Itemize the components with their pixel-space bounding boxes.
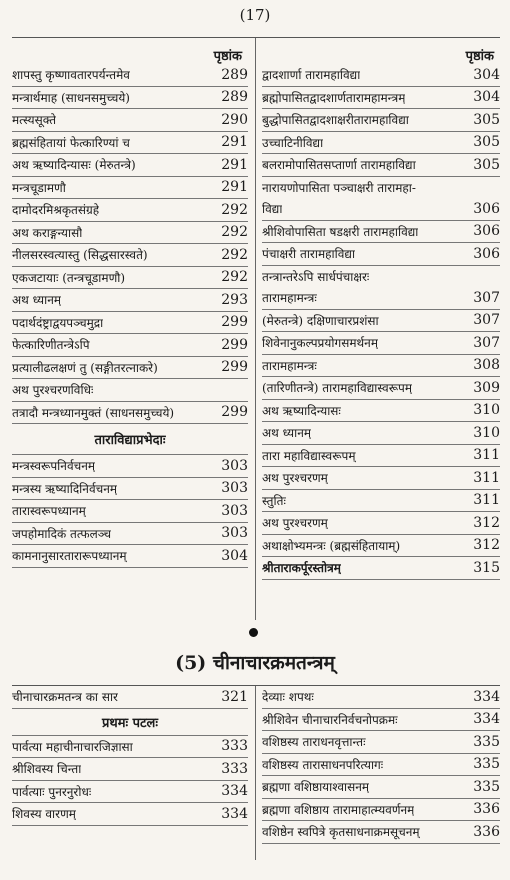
toc-entry-title: (मेरुतन्त्रे) दक्षिणाचारप्रशंसा bbox=[262, 313, 379, 328]
toc-entry-page: 312 bbox=[473, 537, 500, 554]
page-column-header: पृष्ठांक bbox=[213, 49, 242, 64]
toc-entry-title: अथ ऋष्यादिन्यासः bbox=[262, 403, 341, 418]
toc-entry bbox=[262, 686, 500, 709]
toc-entry-page: 307 bbox=[473, 312, 500, 329]
toc-entry-title: एकजटायाः (तन्त्रचूडामणौ) bbox=[12, 270, 126, 285]
toc-entry-title: शिवस्य वारणम् bbox=[12, 807, 76, 822]
toc-entry-page: 311 bbox=[473, 447, 500, 464]
toc-entry bbox=[12, 64, 248, 87]
toc-entry-page: 304 bbox=[221, 547, 248, 564]
toc-entry-title: ब्रह्मोपासितद्वादशार्णतारामहामन्त्रम् bbox=[262, 90, 406, 105]
toc-entry bbox=[262, 377, 500, 400]
toc-entry-title: (तारिणीतन्त्रे) तारामहाविद्यास्वरूपम् bbox=[262, 381, 413, 396]
toc-entry-page: 321 bbox=[221, 688, 248, 705]
toc-entry bbox=[262, 154, 500, 177]
toc-entry bbox=[12, 455, 248, 478]
toc-entry-page: 303 bbox=[221, 457, 248, 474]
left-section-list bbox=[12, 455, 248, 568]
toc-entry-title: अथ पुरश्चरणम् bbox=[262, 471, 328, 486]
toc-entry bbox=[262, 709, 500, 732]
toc-entry-page: 291 bbox=[221, 156, 248, 173]
toc-entry bbox=[12, 781, 248, 804]
toc-entry bbox=[12, 545, 248, 568]
toc-entry-title: अथ पुरश्चरणम् bbox=[262, 516, 328, 531]
toc-entry bbox=[12, 312, 248, 335]
toc-entry bbox=[262, 355, 500, 378]
toc-entry bbox=[12, 379, 248, 402]
toc-entry-page: 336 bbox=[473, 823, 500, 840]
toc-entry-page: 292 bbox=[221, 201, 248, 218]
toc-entry-page: 306 bbox=[473, 200, 500, 217]
toc-entry-page: 310 bbox=[473, 424, 500, 441]
left-bottom-list-2 bbox=[12, 736, 248, 826]
right-bottom-column bbox=[262, 686, 500, 860]
toc-entry-page: 303 bbox=[221, 525, 248, 542]
toc-entry bbox=[262, 109, 500, 132]
left-bottom-column bbox=[12, 686, 248, 860]
toc-entry-title: विद्या bbox=[262, 202, 283, 217]
toc-entry-title: प्रत्यालीढलक्षणं तु (सङ्गीतरत्नाकरे) bbox=[12, 360, 158, 375]
toc-entry-page: 292 bbox=[221, 224, 248, 241]
toc-entry bbox=[12, 267, 248, 290]
toc-entry-title: अथाक्षोभ्यमन्त्रः (ब्रह्मसंहितायाम्) bbox=[262, 538, 401, 553]
toc-entry bbox=[262, 310, 500, 333]
toc-entry-page: 308 bbox=[473, 357, 500, 374]
toc-entry-page: 310 bbox=[473, 402, 500, 419]
toc-entry-title: तारास्वरूपध्यानम् bbox=[12, 504, 86, 519]
subsection-heading: प्रथमः पटलः bbox=[12, 709, 248, 736]
toc-entry-page: 303 bbox=[221, 502, 248, 519]
toc-entry bbox=[12, 736, 248, 759]
toc-entry-page: 333 bbox=[221, 738, 248, 755]
toc-entry bbox=[12, 478, 248, 501]
toc-entry-title: ब्रह्मणा वशिष्ठाय तारामाहात्म्यवर्णनम् bbox=[262, 802, 415, 817]
toc-entry-title: देव्याः शपथः bbox=[262, 690, 314, 705]
toc-entry bbox=[262, 64, 500, 87]
toc-entry bbox=[262, 467, 500, 490]
toc-entry-page: 299 bbox=[221, 404, 248, 421]
toc-entry bbox=[12, 758, 248, 781]
toc-entry bbox=[12, 523, 248, 546]
toc-entry-title: श्रीशिवोपासिता षडक्षरी तारामहाविद्या bbox=[262, 224, 419, 239]
toc-entry-title: पदार्थदंष्ट्राद्वयपञ्चमुद्रा bbox=[12, 315, 104, 330]
page-column-header: पृष्ठांक bbox=[465, 49, 494, 64]
toc-entry-title: शापस्तु कृष्णावतारपर्यन्तमेव bbox=[12, 68, 130, 83]
toc-entry-title: मत्स्यसूक्ते bbox=[12, 113, 57, 128]
toc-entry-title: श्रीताराकर्पूरस्तोत्रम् bbox=[262, 561, 341, 576]
toc-entry-page: 303 bbox=[221, 480, 248, 497]
toc-entry-page: 335 bbox=[473, 733, 500, 750]
toc-entry bbox=[262, 221, 500, 244]
toc-entry-page: 289 bbox=[221, 89, 248, 106]
toc-entry bbox=[12, 132, 248, 155]
page-number: (17) bbox=[239, 6, 271, 24]
toc-entry-page: 334 bbox=[473, 688, 500, 705]
toc-entry bbox=[262, 821, 500, 844]
toc-entry-page: 307 bbox=[473, 334, 500, 351]
toc-entry-title: दामोदरमिश्रकृतसंग्रहे bbox=[12, 203, 100, 218]
toc-entry-title: जपहोमादिकं तत्फलञ्च bbox=[12, 526, 112, 541]
toc-entry bbox=[12, 334, 248, 357]
toc-entry-page: 334 bbox=[221, 805, 248, 822]
right-bottom-list bbox=[262, 686, 500, 844]
toc-entry-title: नीलसरस्वत्यास्तु (सिद्धसारस्वते) bbox=[12, 248, 148, 263]
toc-entry bbox=[12, 357, 248, 380]
toc-entry-page: 334 bbox=[473, 711, 500, 728]
toc-entry-page: 292 bbox=[221, 269, 248, 286]
toc-entry bbox=[12, 154, 248, 177]
toc-entry bbox=[12, 177, 248, 200]
toc-entry-page: 305 bbox=[473, 134, 500, 151]
toc-entry-title: नारायणोपासिता पञ्चाक्षरी तारामहा- bbox=[262, 180, 416, 195]
toc-entry-page: 305 bbox=[473, 111, 500, 128]
toc-entry bbox=[262, 422, 500, 445]
toc-entry-page: 306 bbox=[473, 245, 500, 262]
toc-entry-title: फेत्कारिणीतन्त्रेऽपि bbox=[12, 338, 90, 353]
toc-entry bbox=[262, 400, 500, 423]
toc-entry-title: पार्वत्याः पुनरनुरोधः bbox=[12, 784, 92, 799]
toc-entry-title: बुद्धोपासितद्वादशाक्षरीतारामहाविद्या bbox=[262, 113, 409, 128]
toc-entry-title: श्रीशिवस्य चिन्ता bbox=[12, 762, 82, 777]
toc-entry-title: तन्त्रान्तरेऽपि सार्धपंचाक्षरः bbox=[262, 269, 370, 284]
toc-entry bbox=[12, 500, 248, 523]
toc-entry-page: 309 bbox=[473, 379, 500, 396]
toc-entry bbox=[262, 266, 500, 288]
toc-entry-title: मन्त्रचूडामणौ bbox=[12, 180, 66, 195]
toc-entry-title: मन्त्रस्वरूपनिर्वचनम् bbox=[12, 459, 96, 474]
bullet-ornament bbox=[249, 628, 258, 637]
toc-entry-page: 334 bbox=[221, 783, 248, 800]
toc-entry-page: 306 bbox=[473, 223, 500, 240]
toc-entry-page: 335 bbox=[473, 756, 500, 773]
toc-entry-page: 305 bbox=[473, 156, 500, 173]
toc-entry-title: मन्त्रस्य ऋष्यादिनिर्वचनम् bbox=[12, 481, 118, 496]
toc-entry-title: वशिष्ठेन स्वपित्रे कृतसाधनाक्रमसूचनम् bbox=[262, 825, 420, 840]
left-top-column bbox=[12, 38, 248, 614]
toc-entry bbox=[262, 132, 500, 155]
toc-entry bbox=[12, 199, 248, 222]
toc-entry-title: वशिष्ठस्य तारासाधनपरित्यागः bbox=[262, 757, 384, 772]
toc-entry-page: 291 bbox=[221, 134, 248, 151]
toc-entry bbox=[262, 198, 500, 221]
right-top-list bbox=[262, 64, 500, 580]
toc-entry-title: तारा महाविद्यास्वरूपम् bbox=[262, 448, 356, 463]
toc-entry bbox=[12, 222, 248, 245]
toc-entry-title: अथ कराङ्गन्यासौ bbox=[12, 225, 83, 240]
toc-entry-page: 292 bbox=[221, 246, 248, 263]
toc-entry bbox=[262, 731, 500, 754]
toc-entry-page: 333 bbox=[221, 760, 248, 777]
toc-entry-page: 312 bbox=[473, 514, 500, 531]
toc-entry-page: 311 bbox=[473, 469, 500, 486]
toc-entry bbox=[262, 512, 500, 535]
toc-entry bbox=[262, 776, 500, 799]
toc-entry bbox=[262, 490, 500, 513]
chapter-title: (5) चीनाचारक्रमतन्त्रम् bbox=[175, 652, 335, 674]
toc-entry bbox=[12, 289, 248, 312]
toc-entry bbox=[262, 445, 500, 468]
toc-entry-title: तारामहामन्त्रः bbox=[262, 358, 317, 373]
toc-entry-page: 315 bbox=[473, 559, 500, 576]
toc-entry-title: उच्चाटिनीविद्या bbox=[262, 135, 324, 150]
column-divider bbox=[255, 38, 256, 620]
toc-entry bbox=[262, 87, 500, 110]
toc-entry-title: तत्रादौ मन्त्रध्यानमुक्तं (साधनसमुच्चये) bbox=[12, 405, 175, 420]
toc-entry-title: पंचाक्षरी तारामहाविद्या bbox=[262, 247, 356, 262]
toc-entry-title: चीनाचारक्रमतन्त्र का सार bbox=[12, 690, 118, 705]
toc-entry-title: तारामहामन्त्रः bbox=[262, 291, 317, 306]
left-top-list bbox=[12, 64, 248, 424]
toc-entry-title: पार्वत्या महाचीनाचारजिज्ञासा bbox=[12, 739, 133, 754]
left-bottom-list bbox=[12, 686, 248, 709]
toc-entry bbox=[262, 287, 500, 310]
toc-entry-title: अथ ध्यानम् bbox=[12, 293, 62, 308]
toc-entry-title: ब्रह्मसंहितायां फेत्कारिण्यां च bbox=[12, 135, 130, 150]
toc-entry-page: 311 bbox=[473, 492, 500, 509]
toc-entry-title: स्तुतिः bbox=[262, 493, 286, 508]
toc-entry bbox=[262, 535, 500, 558]
toc-entry-page: 289 bbox=[221, 66, 248, 83]
toc-entry-page: 293 bbox=[221, 291, 248, 308]
toc-entry-page: 291 bbox=[221, 179, 248, 196]
toc-entry-title: शिवेनानुकल्पप्रयोगसमर्थनम् bbox=[262, 336, 378, 351]
toc-entry-page: 299 bbox=[221, 336, 248, 353]
section-heading: ताराविद्याप्रभेदाः bbox=[12, 424, 248, 455]
toc-entry-title: मन्त्रार्थमाह (साधनसमुच्चये) bbox=[12, 90, 130, 105]
toc-entry-title: ब्रह्मणा वशिष्ठायाश्वासनम् bbox=[262, 780, 370, 795]
toc-entry-title: अथ ऋष्यादिन्यासः (मेरुतन्त्रे) bbox=[12, 158, 136, 173]
toc-entry-page: 290 bbox=[221, 111, 248, 128]
toc-entry-title: वशिष्ठस्य ताराधनवृत्तान्तः bbox=[262, 735, 366, 750]
toc-entry-title: बलरामोपासितसप्तार्णा तारामहाविद्या bbox=[262, 158, 416, 173]
toc-entry bbox=[12, 402, 248, 425]
toc-entry bbox=[12, 686, 248, 709]
toc-entry bbox=[262, 177, 500, 199]
toc-entry bbox=[12, 109, 248, 132]
toc-entry-title: श्रीशिवेन चीनाचारनिर्वचनोपक्रमः bbox=[262, 712, 398, 727]
toc-entry bbox=[262, 557, 500, 580]
toc-entry bbox=[262, 754, 500, 777]
toc-entry bbox=[12, 87, 248, 110]
toc-entry-page: 336 bbox=[473, 801, 500, 818]
toc-entry bbox=[262, 799, 500, 822]
toc-entry bbox=[262, 332, 500, 355]
toc-entry-title: द्वादशार्णा तारामहाविद्या bbox=[262, 68, 361, 83]
toc-entry-title: कामनानुसारतारारूपध्यानम् bbox=[12, 549, 127, 564]
toc-entry-title: अथ पुरश्चरणविधिः bbox=[12, 383, 94, 398]
column-divider bbox=[255, 686, 256, 860]
toc-entry-page: 299 bbox=[221, 314, 248, 331]
toc-entry bbox=[12, 244, 248, 267]
right-top-column bbox=[262, 38, 500, 620]
toc-entry bbox=[262, 243, 500, 266]
toc-entry-title: अथ ध्यानम् bbox=[262, 426, 312, 441]
toc-entry bbox=[12, 803, 248, 826]
toc-entry-page: 304 bbox=[473, 89, 500, 106]
toc-entry-page: 304 bbox=[473, 66, 500, 83]
toc-entry-page: 307 bbox=[473, 289, 500, 306]
toc-entry-page: 335 bbox=[473, 778, 500, 795]
toc-entry-page: 299 bbox=[221, 359, 248, 376]
